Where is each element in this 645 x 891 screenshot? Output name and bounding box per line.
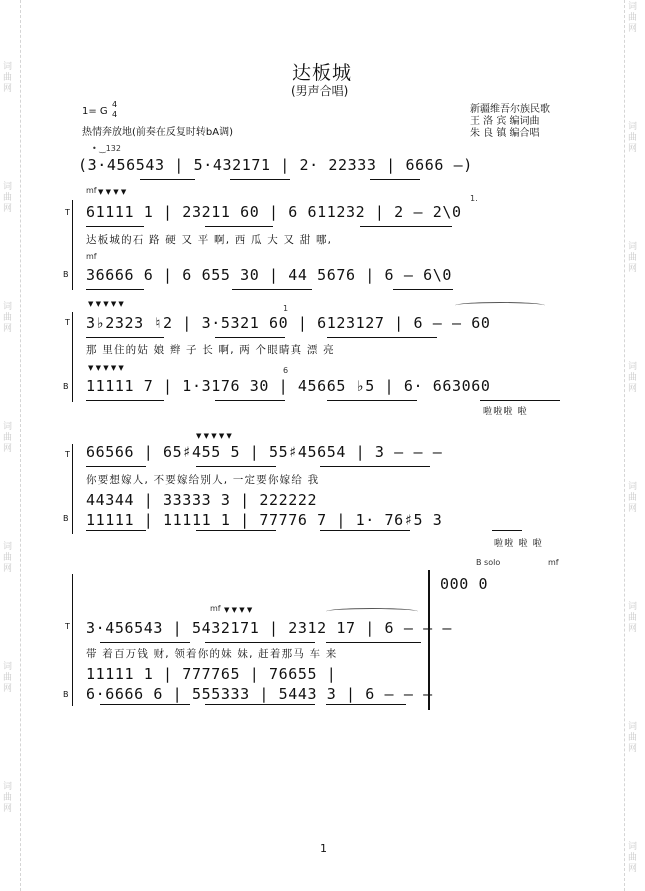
credit-arranger: 朱 良 镇 编合唱 xyxy=(470,128,540,139)
dynamic-mf: mf xyxy=(548,558,559,567)
watermark-text: 词曲网 xyxy=(628,842,638,874)
intro-ornament: • ‿132 xyxy=(92,144,121,153)
system-brace xyxy=(72,312,73,402)
accent-marks: ▼ ▼ ▼ ▼ ▼ xyxy=(196,432,232,440)
watermark-text: 词曲网 xyxy=(628,242,638,274)
lyrics-line: 那 里住的姑 娘 辫 子 长 啊, 两 个眼睛真 漂 亮 xyxy=(86,344,335,356)
solo-notes: 000 0 xyxy=(440,575,489,593)
lyrics-line: 你要想嫁人, 不要嫁给别人, 一定要你嫁给 我 xyxy=(86,474,320,486)
underline xyxy=(215,400,285,401)
watermark-text: 词曲网 xyxy=(3,62,13,94)
tenor-notes: 66566 | 65♯455 5 | 55♯45654 | 3 – – – xyxy=(86,443,443,461)
bass-lyrics: 啦啦 啦 啦 xyxy=(494,539,543,549)
watermark-text: 词曲网 xyxy=(628,602,638,634)
tie-mark xyxy=(326,608,418,615)
fingering-mark: 1 xyxy=(283,304,289,313)
watermark-text: 词曲网 xyxy=(628,482,638,514)
underline xyxy=(86,466,146,467)
watermark-text: 词曲网 xyxy=(628,362,638,394)
underline xyxy=(86,337,164,338)
underline xyxy=(86,400,164,401)
tenor-notes: 3·456543 | 5432171 | 2312 17 | 6 – – – xyxy=(86,619,452,637)
tenor-label: T xyxy=(65,450,70,459)
underline xyxy=(196,530,276,531)
watermark-text: 词曲网 xyxy=(3,542,13,574)
underline xyxy=(205,704,315,705)
underline xyxy=(360,226,452,227)
underline xyxy=(492,530,522,531)
watermark-text: 词曲网 xyxy=(3,182,13,214)
fingering-mark: 6 xyxy=(283,366,289,375)
bass-lower-notes: 11111 | 11111 1 | 77776 7 | 1· 76♯5 3 xyxy=(86,511,443,529)
accent-marks: ▼ ▼ ▼ ▼ xyxy=(224,606,253,614)
underline xyxy=(205,226,273,227)
tie-mark xyxy=(455,302,545,309)
bass-notes: 11111 7 | 1·3176 30 | 45665 ♭5 | 6· 663060 xyxy=(86,377,491,395)
underline xyxy=(320,530,410,531)
watermark-text: 词曲网 xyxy=(628,722,638,754)
dynamic-mf: mf xyxy=(210,604,221,613)
underline xyxy=(327,337,437,338)
lyrics-line: 带 着百万钱 财, 领着你的妹 妹, 赶着那马 车 来 xyxy=(86,648,338,660)
underline xyxy=(86,289,144,290)
underline xyxy=(140,179,195,180)
underline xyxy=(320,466,430,467)
watermark-text: 词曲网 xyxy=(3,422,13,454)
watermark-text: 词曲网 xyxy=(3,662,13,694)
page-number: 1 xyxy=(320,842,327,855)
underline xyxy=(100,704,190,705)
tenor-label: T xyxy=(65,622,70,631)
time-signature-bottom: 4 xyxy=(112,110,118,119)
underline xyxy=(215,337,285,338)
watermark-text: 词曲网 xyxy=(628,122,638,154)
system-brace xyxy=(72,574,73,706)
accent-marks: ▼ ▼ ▼ ▼ xyxy=(98,188,127,196)
tenor-label: T xyxy=(65,318,70,327)
bass-label: B xyxy=(63,514,69,523)
bass-label: B xyxy=(63,690,69,699)
dynamic-mf: mf xyxy=(86,252,97,261)
lyrics-line: 达板城的石 路 硬 又 平 啊, 西 瓜 大 又 甜 哪, xyxy=(86,234,333,246)
song-title: 达板城 xyxy=(292,62,353,84)
time-signature-top: 4 xyxy=(112,100,118,109)
watermark-text: 词曲网 xyxy=(3,782,13,814)
underline xyxy=(205,642,315,643)
underline xyxy=(196,466,276,467)
system-brace xyxy=(72,200,73,290)
underline xyxy=(326,642,421,643)
bass-upper-notes: 44344 | 33333 3 | 222222 xyxy=(86,491,318,509)
song-subtitle: (男声合唱) xyxy=(291,84,349,98)
watermark-strip-right xyxy=(624,0,645,891)
accent-marks: ▼ ▼ ▼ ▼ ▼ xyxy=(88,364,124,372)
underline xyxy=(326,704,406,705)
bass-upper-notes: 11111 1 | 777765 | 76655 | xyxy=(86,665,337,683)
bass-label: B xyxy=(63,270,69,279)
system-brace xyxy=(72,444,73,534)
dynamic-mf: mf xyxy=(86,186,97,195)
underline xyxy=(100,642,190,643)
tenor-notes: 61111 1 | 23211 60 | 6 611232 | 2 – 2\0 xyxy=(86,203,462,221)
bass-notes: 36666 6 | 6 655 30 | 44 5676 | 6 – 6\0 xyxy=(86,266,452,284)
watermark-text: 词曲网 xyxy=(628,2,638,34)
underline xyxy=(327,400,417,401)
underline xyxy=(370,179,420,180)
tempo-marking: 热情奔放地(前奏在反复时转bA调) xyxy=(82,127,233,138)
accent-marks: ▼ ▼ ▼ ▼ ▼ xyxy=(88,300,124,308)
credit-composer: 王 洛 宾 编词曲 xyxy=(470,116,540,127)
underline xyxy=(480,400,560,401)
underline xyxy=(230,179,290,180)
underline xyxy=(232,289,312,290)
bass-lower-notes: 6·6666 6 | 555333 | 5443 3 | 6 – – – xyxy=(86,685,433,703)
key-signature: 1= G xyxy=(82,106,108,117)
watermark-strip-left xyxy=(0,0,21,891)
intro-notes: (3·456543 | 5·432171 | 2· 22333 | 6666 –) xyxy=(78,156,473,174)
tenor-label: T xyxy=(65,208,70,217)
bass-label: B xyxy=(63,382,69,391)
underline xyxy=(86,226,144,227)
watermark-text: 词曲网 xyxy=(3,302,13,334)
volta-mark: 1. xyxy=(470,194,478,203)
solo-marking: B solo xyxy=(476,558,501,567)
credit-origin: 新疆维吾尔族民歌 xyxy=(470,104,550,115)
tenor-notes: 3♭2323 ♮2 | 3·5321 60 | 6123127 | 6 – – 60 xyxy=(86,314,491,332)
underline xyxy=(86,530,146,531)
bass-lyrics: 啦啦啦 啦 xyxy=(483,407,528,417)
underline xyxy=(393,289,453,290)
